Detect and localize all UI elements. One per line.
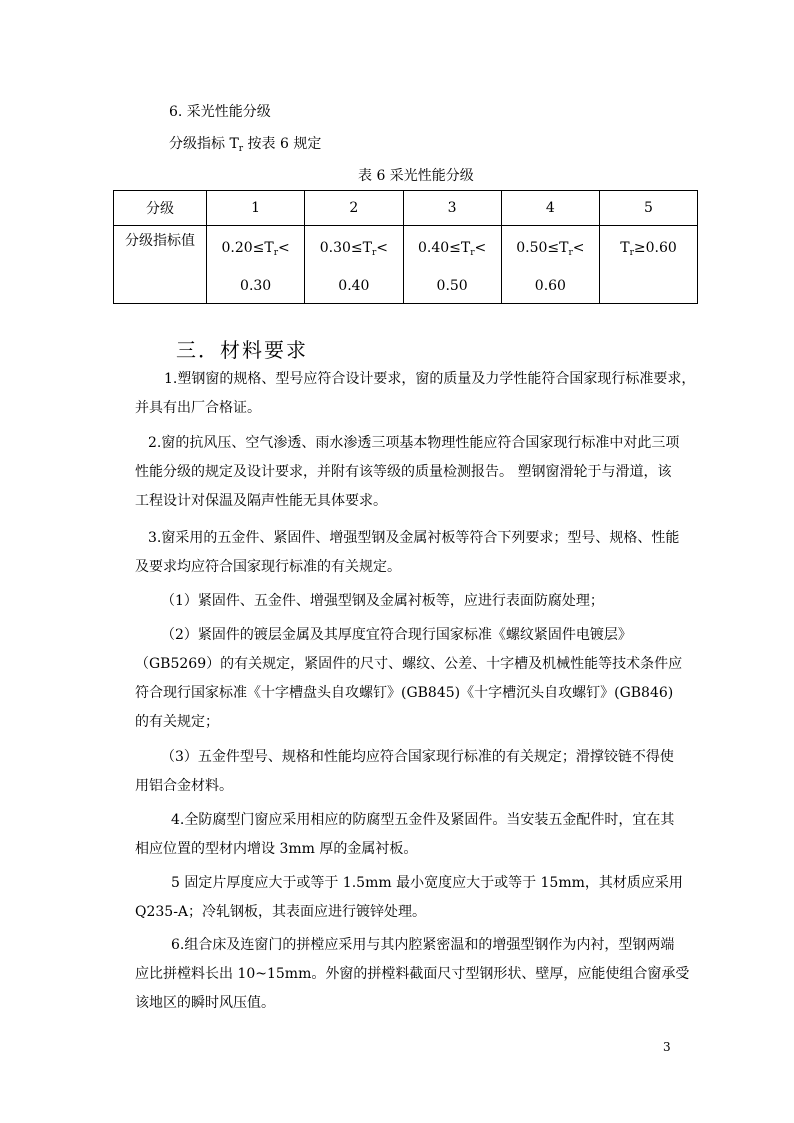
page-number: 3 [663, 1040, 671, 1054]
text-line: 1.塑钢窗的规格、型号应符合设计要求，窗的质量及力学性能符合国家现行标准要求， [164, 371, 696, 387]
cell-line2: 0.30 [240, 278, 272, 294]
cell-sub: r [273, 248, 279, 258]
cell-pre: 0.20≤T [221, 240, 274, 256]
paragraph-6 [135, 743, 695, 801]
text-line: 4.全防腐型门窗应采用相应的防腐型五金件及紧固件。当安装五金配件时，宜在其 [171, 812, 675, 828]
cell-line2: 0.40 [338, 278, 370, 294]
cell-sub: r [568, 248, 573, 258]
text-line: 用铝合金材料。 [135, 778, 233, 794]
text-line: 相应位置的型材内增设 3mm 厚的金属衬板。 [135, 841, 418, 857]
text-line: （2）紧固件的镀层金属及其厚度宜符合现行国家标准《螺纹紧固件电镀层》 [161, 627, 632, 643]
table-value-row [114, 226, 698, 304]
cell-line2: 0.50 [436, 278, 468, 294]
paragraph-9 [135, 931, 695, 1018]
text-line: 符合现行国家标准《十字槽盘头自攻螺钉》(GB845)《十字槽沉头自攻螺钉》(GB846) [135, 685, 674, 701]
cell-post: ≥0.60 [633, 240, 677, 256]
table-value-cell [403, 226, 501, 304]
text-line: 6.组合床及连窗门的拼樘应采用与其内腔紧密温和的增强型钢作为内衬，型钢两端 [171, 937, 675, 953]
text-line: （GB5269）的有关规定，紧固件的尺寸、螺纹、公差、十字槽及机械性能等技术条件应 [135, 656, 683, 672]
cell-post: < [278, 240, 290, 256]
text-line: 及要求均应符合国家现行标准的有关规定。 [135, 559, 401, 575]
cell-pre: 0.40≤T [417, 240, 471, 256]
table-header-label: 分级 [114, 191, 207, 226]
row-label-text: 分级指标值 [125, 233, 195, 249]
table-header-row [114, 191, 698, 226]
text-line: Q235-A；冷轧钢板，其表面应进行镀锌处理。 [135, 904, 427, 920]
table-grade-cell: 4 [501, 191, 599, 226]
cell-pre: 0.30≤T [319, 240, 372, 256]
paragraph-8 [135, 869, 695, 927]
text-line: 并具有出厂合格证。 [135, 400, 261, 416]
paragraph-7 [135, 806, 695, 864]
desc-subscript: r [238, 144, 244, 154]
text-line: 该地区的瞬时风压值。 [135, 995, 275, 1011]
table-grade-cell: 2 [305, 191, 403, 226]
text-line: 的有关规定； [135, 714, 219, 730]
paragraph-5 [135, 621, 695, 737]
text-line: 性能分级的规定及设计要求，并附有该等级的质量检测报告。 塑钢窗滑轮于与滑道，该 [135, 464, 672, 480]
paragraph-1 [135, 365, 695, 423]
table-value-cell [501, 226, 599, 304]
table-grade-cell: 5 [600, 191, 698, 226]
text-line: 应比拼樘料长出 10~15mm。外窗的拼樘料截面尺寸型钢形状、壁厚，应能使组合窗承受 [135, 966, 690, 982]
desc-suffix: 按表 6 规定 [243, 136, 322, 152]
cell-sub: r [371, 248, 377, 258]
cell-sub: r [470, 248, 475, 258]
text-line: 工程设计对保温及隔声性能无具体要求。 [135, 493, 387, 509]
table-caption: 表 6 采光性能分级 [358, 168, 474, 184]
table-value-cell [305, 226, 403, 304]
table-row-label [114, 226, 207, 304]
text-line: 2.窗的抗风压、空气渗透、雨水渗透三项基本物理性能应符合国家现行标准中对此三项 [148, 435, 680, 451]
paragraph-2 [135, 429, 695, 516]
table-value-cell [207, 226, 305, 304]
cell-post: < [572, 240, 585, 256]
cell-post: < [376, 240, 389, 256]
text-line: 5 固定片厚度应大于或等于 1.5mm 最小宽度应大于或等于 15mm，其材质应采用 [171, 875, 683, 891]
grade-table [113, 190, 698, 304]
cell-line2: 0.60 [534, 278, 566, 294]
desc-prefix: 分级指标 T [169, 136, 239, 152]
section-description [169, 133, 321, 154]
text-line: （1）紧固件、五金件、增强型钢及金属衬板等，应进行表面防腐处理； [161, 593, 604, 609]
cell-pre: T [620, 240, 630, 256]
cell-post: < [474, 240, 487, 256]
cell-sub: r [629, 248, 634, 258]
section-heading: 三．材料要求 [176, 338, 308, 362]
cell-pre: 0.50≤T [516, 240, 569, 256]
table-value-cell [600, 226, 698, 304]
section-title: 6. 采光性能分级 [169, 104, 271, 120]
table-grade-cell: 3 [403, 191, 501, 226]
paragraph-4 [135, 587, 695, 616]
text-line: （3）五金件型号、规格和性能均应符合国家现行标准的有关规定；滑撑铰链不得使 [161, 749, 674, 765]
paragraph-3 [135, 524, 695, 582]
table-grade-cell: 1 [207, 191, 305, 226]
text-line: 3.窗采用的五金件、紧固件、增强型钢及金属衬板等符合下列要求；型号、规格、性能 [148, 530, 680, 546]
